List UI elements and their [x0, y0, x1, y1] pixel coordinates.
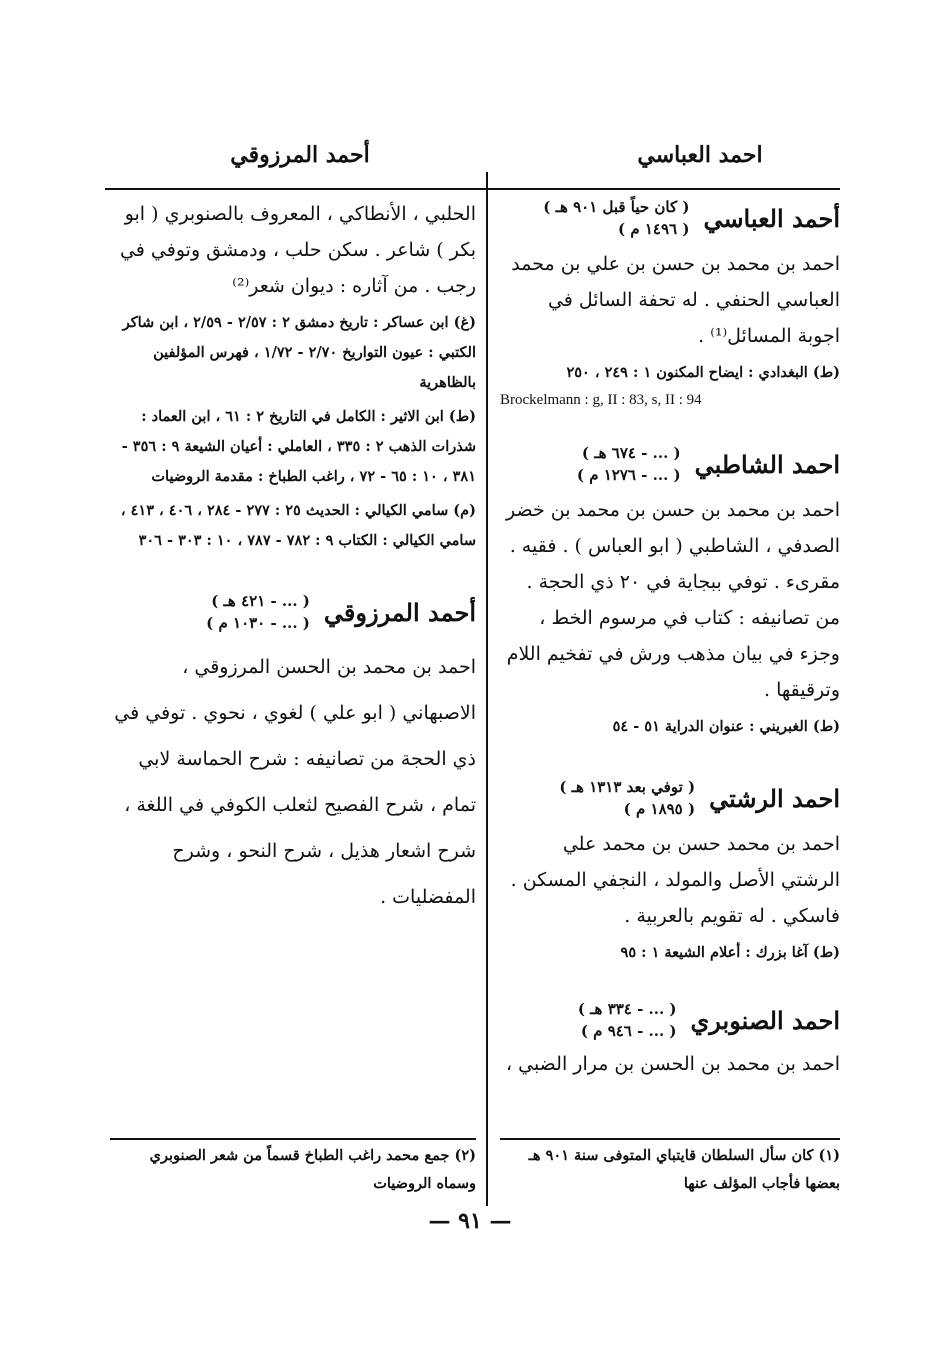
entry-shatibi — [500, 442, 840, 742]
header-rule — [105, 188, 840, 190]
reference-periodicals: (م) سامي الكيالي : الحديث ٢٥ : ٢٧٧ - ٢٨٤ ، ٤٠٦ ، ٤١٣ ، سامي الكيالي : الكتاب ٩ : ٧٨٢ - ٧٨٧ ، ١٠ : ٣٠٣ - ٣٠٦ — [120, 502, 476, 549]
page-number: — ٩١ — — [428, 1208, 512, 1234]
entry-body: احمد بن محمد بن الحسن المرزوقي ، الاصبهاني ( ابو علي ) لغوي ، نحوي . توفي في ذي الحجة من تصانيفه : شرح الحماسة لابي تمام ، شرح الفصيح لثعلب الكوفي في اللغة ، شرح اشعار هذيل ، شرح النحو ، وشرح المفضليات . — [114, 656, 476, 908]
entry-title: أحمد المرزوقي — [323, 597, 476, 627]
entry-title: احمد الصنوبري — [690, 1005, 840, 1035]
reference-manuscripts: (غ) ابن عساكر : تاريخ دمشق ٢ : ٢/٥٧ - ٢/٥٩ ، ابن شاكر الكتبي : عيون التواريخ ٢/٧٠ - ١/٧٢ ، فهرس المؤلفين بالظاهرية — [122, 314, 476, 391]
date-gregorian: ( ... - ١٠٣٠ م ) — [206, 614, 310, 632]
entry-dates — [206, 590, 310, 634]
running-head-left: أحمد المرزوقي — [230, 142, 370, 168]
latin-reference: Brockelmann : g, II : 83, s, II : 94 — [500, 392, 702, 408]
footnote-rule-left — [110, 1138, 476, 1140]
entry-title: احمد الشاطبي — [694, 449, 840, 479]
date-gregorian: ( ١٤٩٦ م ) — [618, 220, 690, 238]
entry-sanawbari-continued — [110, 196, 476, 556]
entry-body: احمد بن محمد بن حسن بن محمد بن خضر الصدفي ، الشاطبي ( ابو العباس ) . فقيه . مقرىء . توفي ببجاية في ٢٠ ذي الحجة . من تصانيفه : كتاب في مرسوم الخط ، وجزء في بيان مذهب ورش في تفخيم اللام وترقيقها . — [506, 499, 840, 701]
entry-abbasi — [500, 196, 840, 412]
entry-sanawbari — [500, 998, 840, 1082]
entry-dates — [578, 998, 677, 1042]
date-gregorian: ( ... - ١٢٧٦ م ) — [576, 466, 681, 484]
footnote-2: (٢) جمع محمد راغب الطباخ قسماً من شعر الصنوبري وسماه الروضيات — [149, 1147, 476, 1192]
footnote-rule-right — [500, 1138, 840, 1140]
entry-body: الحلبي ، الأنطاكي ، المعروف بالصنوبري ( ابو بكر ) شاعر . سكن حلب ، ودمشق وتوفي في رجب . من آثاره : ديوان شعر⁽²⁾ — [119, 203, 476, 297]
entry-dates — [577, 442, 681, 486]
right-column — [500, 196, 840, 1082]
entry-body: احمد بن محمد بن حسن بن علي بن محمد العباسي الحنفي . له تحفة السائل في اجوبة المسائل⁽¹⁾ . — [511, 253, 840, 347]
left-column — [110, 196, 476, 920]
entry-reference: (ط) البغدادي : ايضاح المكنون ١ : ٢٤٩ ، ٢٥٠ — [566, 364, 840, 381]
date-hijri: ( ... - ٦٧٤ هـ ) — [581, 444, 681, 462]
date-hijri: ( كان حياً قبل ٩٠١ هـ ) — [543, 198, 690, 216]
date-gregorian: ( ١٨٩٥ م ) — [623, 800, 696, 818]
entry-title: أحمد العباسي — [703, 203, 840, 233]
entry-body: احمد بن محمد بن الحسن بن مرار الضبي ، — [505, 1053, 840, 1075]
entry-reference: (ط) الغبريني : عنوان الدراية ٥١ - ٥٤ — [612, 718, 840, 735]
running-head-right: احمد العباسي — [637, 142, 763, 168]
entry-marzuqi — [110, 590, 476, 920]
entry-reference: (ط) آغا بزرك : أعلام الشيعة ١ : ٩٥ — [620, 944, 840, 961]
entry-rashti — [500, 776, 840, 968]
entry-title: احمد الرشتي — [709, 783, 840, 813]
entry-dates — [559, 776, 695, 820]
date-hijri: ( ... - ٣٣٤ هـ ) — [577, 1000, 677, 1018]
date-hijri: ( ... - ٤٢١ هـ ) — [211, 592, 310, 610]
date-hijri: ( توفي بعد ١٣١٣ هـ ) — [559, 778, 696, 796]
entry-dates — [543, 196, 689, 240]
entry-body: احمد بن محمد حسن بن محمد علي الرشتي الأصل والمولد ، النجفي المسكن . فاسكي . له تقويم بالعربية . — [510, 833, 840, 927]
column-divider — [486, 172, 488, 1206]
date-gregorian: ( ... - ٩٤٦ م ) — [580, 1022, 677, 1040]
footnote-1: (١) كان سأل السلطان قايتباي المتوفى سنة ٩٠١ هـ بعضها فأجاب المؤلف عنها — [528, 1147, 840, 1192]
reference-printed: (ط) ابن الاثير : الكامل في التاريخ ٢ : ٦١ ، ابن العماد : شذرات الذهب ٢ : ٣٣٥ ، العاملي : أعيان الشيعة ٩ : ٣٥٦ - ٣٨١ ، ١٠ : ٦٥ - ٧٢ ، راغب الطباخ : مقدمة الروضيات — [121, 408, 476, 485]
